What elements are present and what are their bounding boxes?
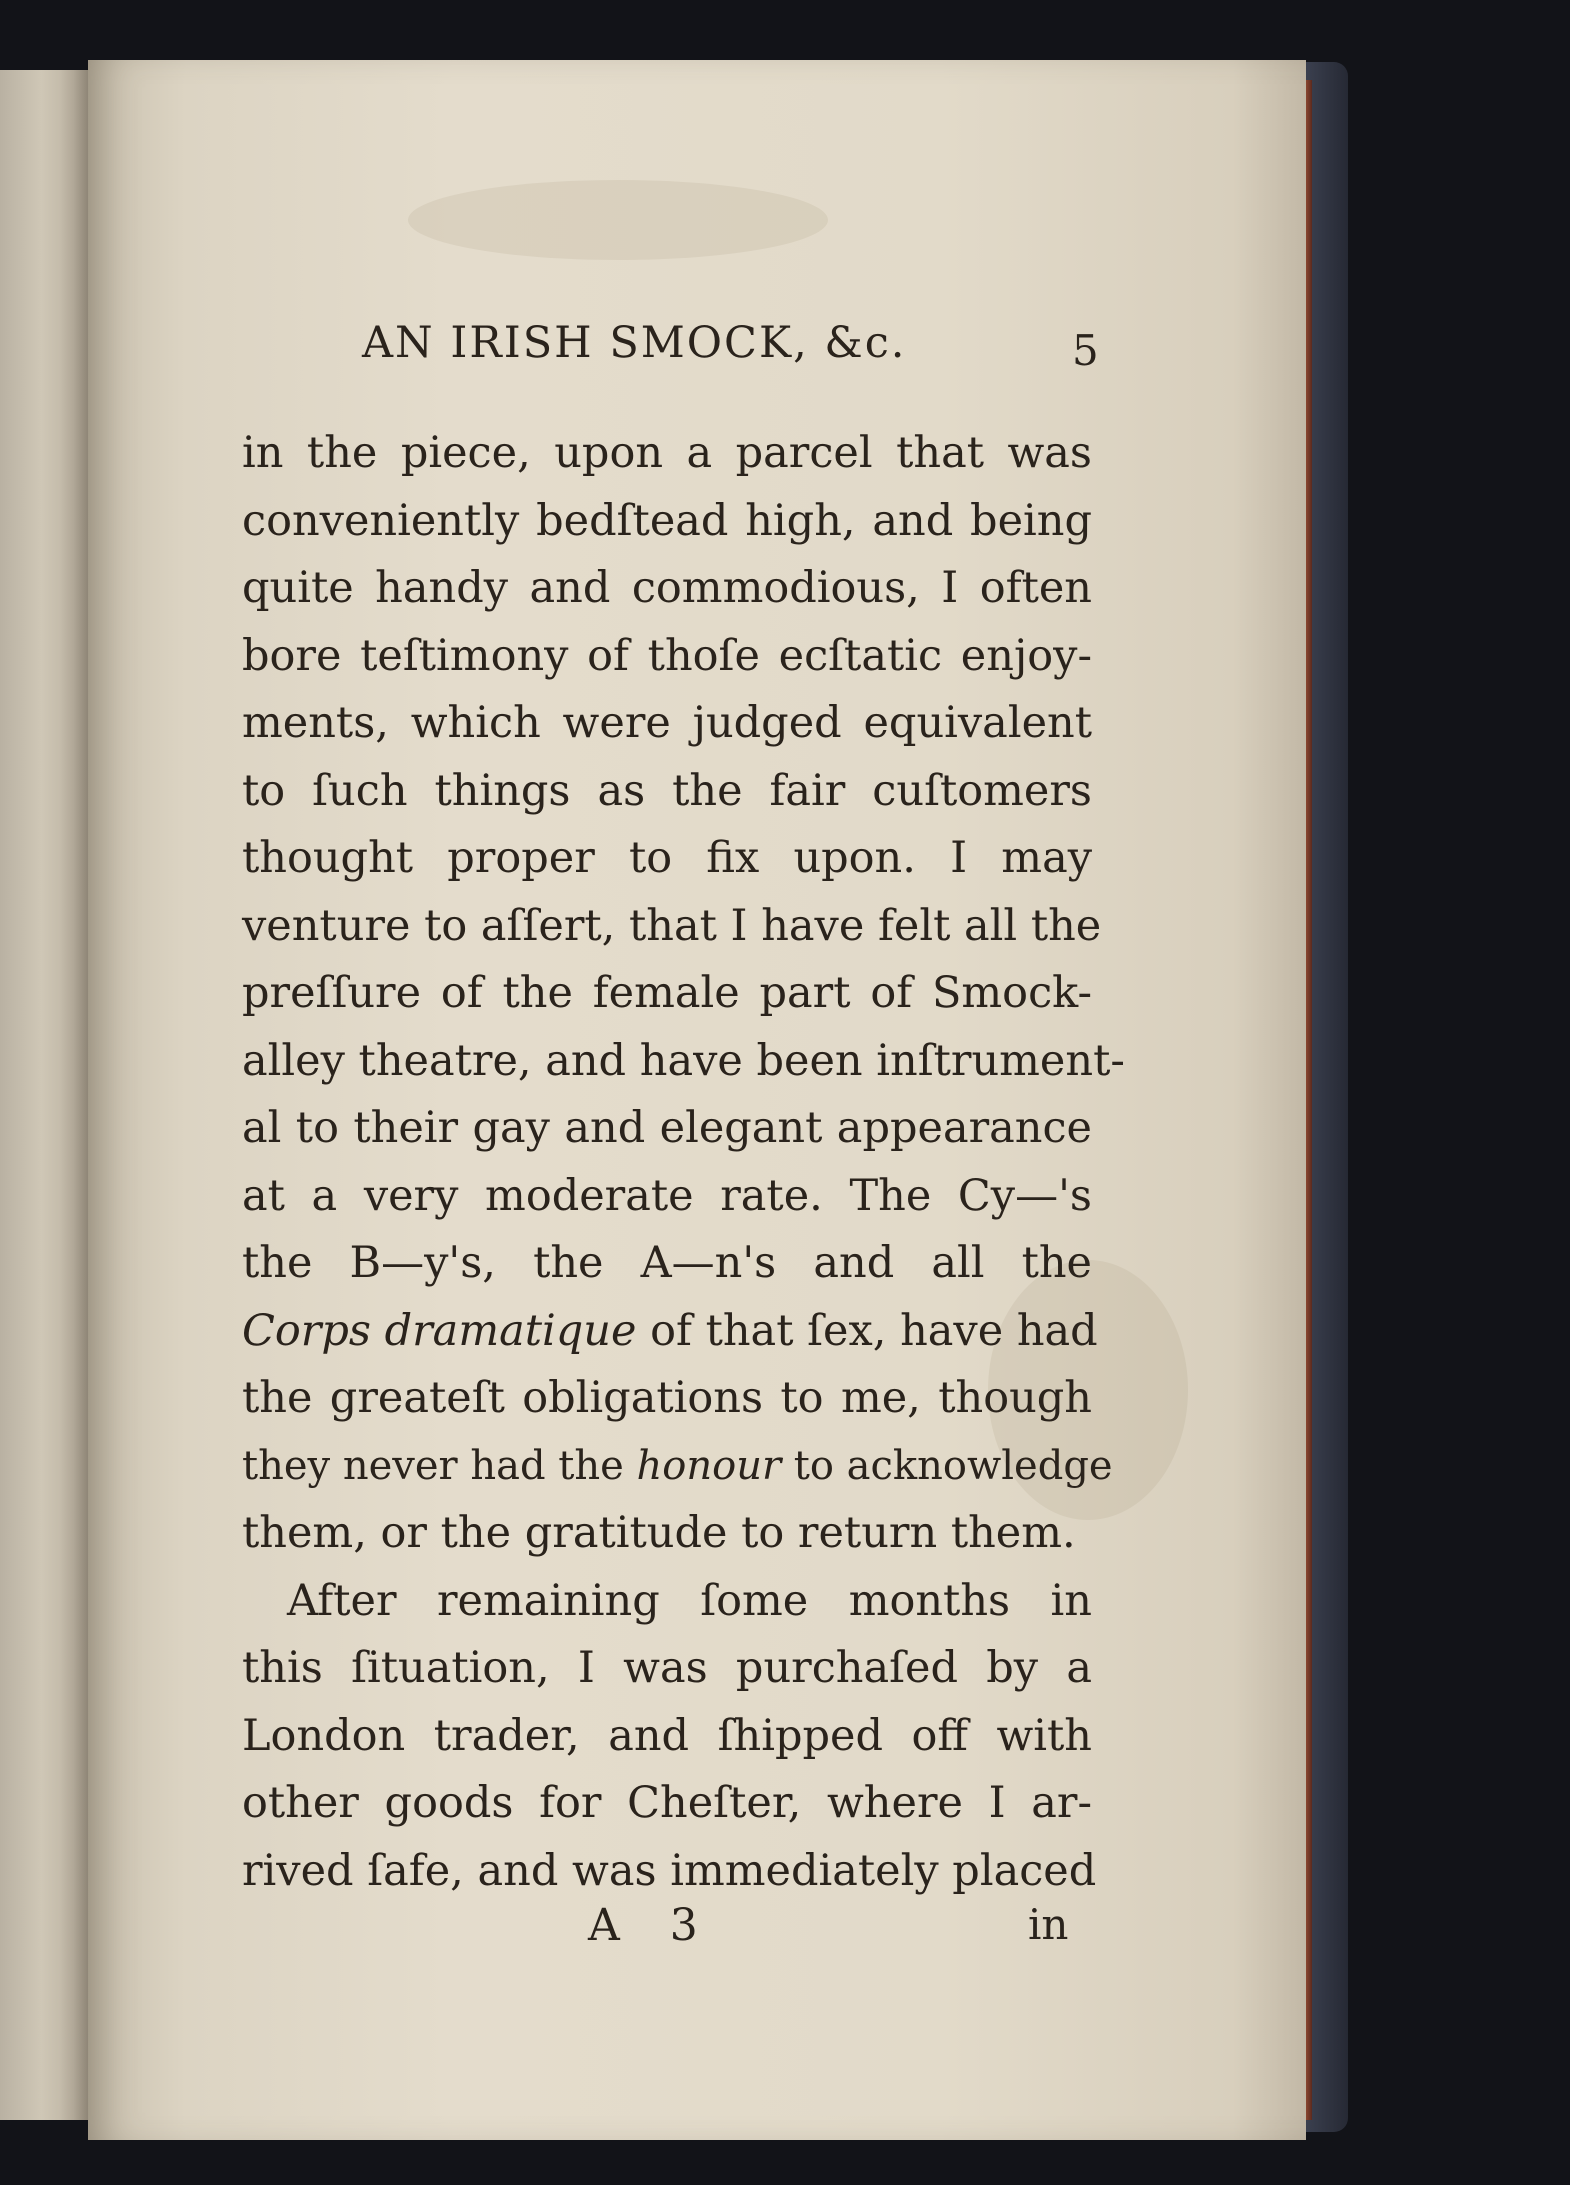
text-line: the B—y's, the A—n's and all the: [242, 1238, 1092, 1288]
text-line: this ſituation, I was purchaſed by a: [242, 1643, 1092, 1693]
text-line: to ſuch things as the fair cuſtomers: [242, 765, 1092, 816]
running-title: AN IRISH SMOCK, &c.: [362, 318, 907, 368]
text-line: rived ſafe, and was immediately placed: [242, 1845, 1097, 1896]
page-number: 5: [1072, 326, 1099, 375]
text-line: other goods for Cheſter, where I ar-: [242, 1778, 1092, 1828]
text-line: ments, which were judged equivalent: [242, 698, 1092, 748]
body-text: [242, 420, 1125, 1905]
italic-text: Corps dramatique: [242, 1305, 637, 1356]
text-line: preſſure of the female part of Smock-: [242, 968, 1092, 1018]
running-header: [362, 318, 1122, 378]
text-line: conveniently bedſtead high, and being: [242, 495, 1092, 546]
text-line: alley theatre, and have been inſtrument-: [242, 1035, 1125, 1086]
text-line: them, or the gratitude to return them.: [242, 1508, 1076, 1558]
text-line: bore teſtimony of thoſe ecſtatic enjoy-: [242, 630, 1092, 681]
text-line: at a very moderate rate. The Cy—'s: [242, 1170, 1092, 1221]
paper-stain: [408, 180, 828, 260]
signature-mark: A 3: [588, 1900, 716, 1951]
italic-text: honour: [636, 1442, 782, 1489]
page-footer: [588, 1900, 1108, 1960]
text-line: quite handy and commodious, I often: [242, 563, 1092, 613]
text-line: venture to aſſert, that I have felt all the: [242, 900, 1102, 951]
text-line: they never had the honour to acknowledge: [242, 1442, 1113, 1489]
text-line: in the piece, upon a parcel that was: [242, 428, 1092, 478]
text-line: Corps dramatique of that ſex, have had: [242, 1305, 1098, 1356]
text-line: London trader, and ſhipped off with: [242, 1710, 1092, 1761]
text-line: thought proper to fix upon. I may: [242, 833, 1092, 883]
text-line: al to their gay and elegant appearance: [242, 1103, 1092, 1153]
text-line: After remaining ſome months in: [287, 1575, 1092, 1626]
text-line: the greateſt obligations to me, though: [242, 1373, 1092, 1423]
catchword: in: [1028, 1900, 1069, 1949]
